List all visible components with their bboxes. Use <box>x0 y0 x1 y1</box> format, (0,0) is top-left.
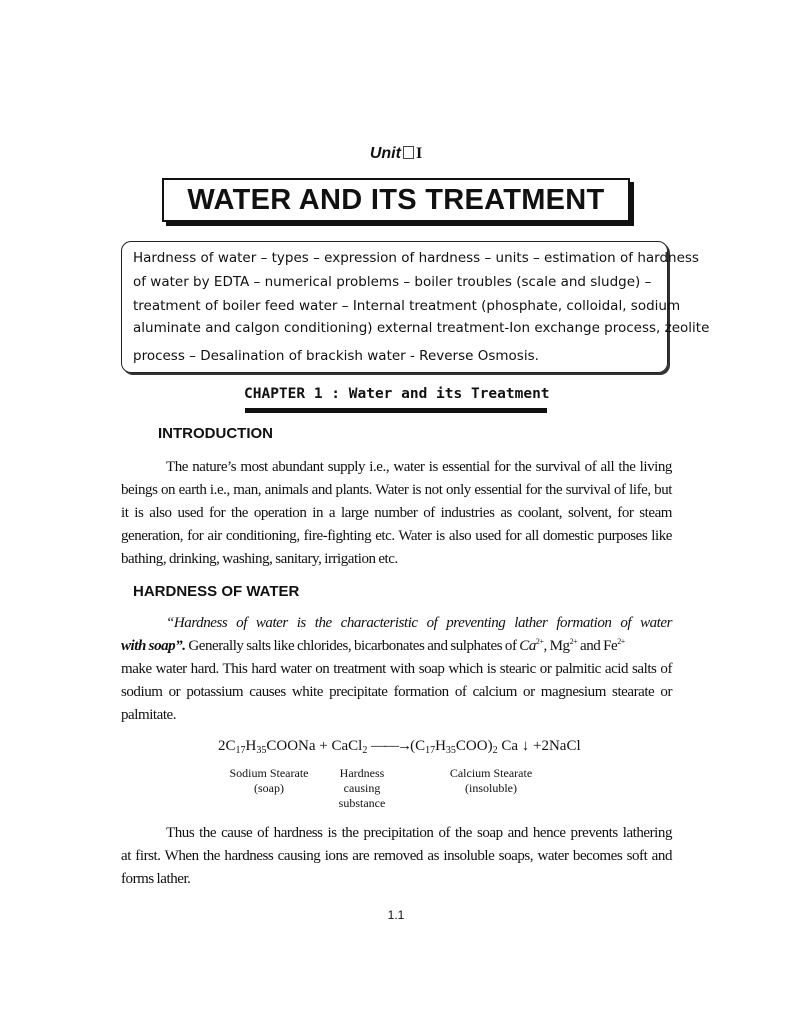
chapter-heading: CHAPTER 1 : Water and its Treatment <box>244 386 550 402</box>
missing-glyph-box <box>403 146 414 159</box>
syllabus-line: process – Desalination of brackish water - Reverse Osmosis. <box>133 348 539 364</box>
paragraph-line: palmitate. <box>121 707 177 723</box>
unit-numeral: I <box>415 145 423 162</box>
unit-word: Unit <box>369 145 401 162</box>
introduction-heading: INTRODUCTION <box>158 425 273 442</box>
paragraph-line: The nature’s most abundant supply i.e., water is essential for the survival of all the living <box>166 459 672 475</box>
syllabus-line: Hardness of water – types – expression of hardness – units – estimation of hardness <box>133 250 699 266</box>
paragraph-line: with soap”. Generally salts like chlorides, bicarbonates and sulphates of $Ca^{2+}$, $Mg^{2+}$ and $Fe^{2+}$ <box>121 637 625 654</box>
reaction-arrow: ——→ <box>371 738 411 754</box>
chemical-equation: $2C_{17}H_{35}COONa$ + CaCl$_2$ $——\to(C_{17}H_{35}COO)_2$ Ca ↓ +2NaCl <box>218 738 581 756</box>
paragraph-line: it is also used for the operation in a large number of industries as coolant, solvent, for steam <box>121 505 672 521</box>
definition-line <box>166 614 672 632</box>
label-hardness-causing: Hardness causing substance <box>338 766 386 810</box>
paragraph-line: forms lather. <box>121 871 191 887</box>
paragraph-line: generation, for air conditioning, fire-fighting etc. Water is also used for all domestic purposes like <box>121 528 672 544</box>
paragraph-line: Thus the cause of hardness is the precipitation of the soap and hence prevents lathering <box>166 825 672 841</box>
syllabus-line: aluminate and calgon conditioning) external treatment-Ion exchange process, zeolite <box>133 320 710 336</box>
paragraph-line: sodium or potassium causes white precipitate formation of calcium or magnesium stearate or <box>121 684 672 700</box>
label-calcium-stearate: Calcium Stearate (insoluble) <box>449 766 533 795</box>
hardness-heading: HARDNESS OF WATER <box>133 583 300 600</box>
unit-title: WATER AND ITS TREATMENT <box>162 178 630 222</box>
paragraph-line: bathing, drinking, washing, sanitary, irrigation etc. <box>121 551 398 567</box>
paragraph-line: beings on earth i.e., man, animals and plants. Water is not only essential for the survival of life, but <box>121 482 672 498</box>
label-sodium-stearate: Sodium Stearate (soap) <box>229 766 309 795</box>
chapter-underline <box>245 408 547 413</box>
page-number: 1.1 <box>387 908 405 922</box>
unit-label <box>0 145 792 163</box>
paragraph-line: at first. When the hardness causing ions are removed as insoluble soaps, water becomes soft and <box>121 848 672 864</box>
paragraph-line: make water hard. This hard water on treatment with soap which is stearic or palmitic acid salts of <box>121 661 672 677</box>
syllabus-line: of water by EDTA – numerical problems – boiler troubles (scale and sludge) – <box>133 274 652 290</box>
syllabus-line: treatment of boiler feed water – Internal treatment (phosphate, colloidal, sodium <box>133 298 681 314</box>
definition-quote-end: with soap”. <box>121 638 186 654</box>
definition-quote: “Hardness of water is the characteristic of preventing lather formation of water <box>166 615 672 631</box>
syllabus-box <box>121 241 710 373</box>
